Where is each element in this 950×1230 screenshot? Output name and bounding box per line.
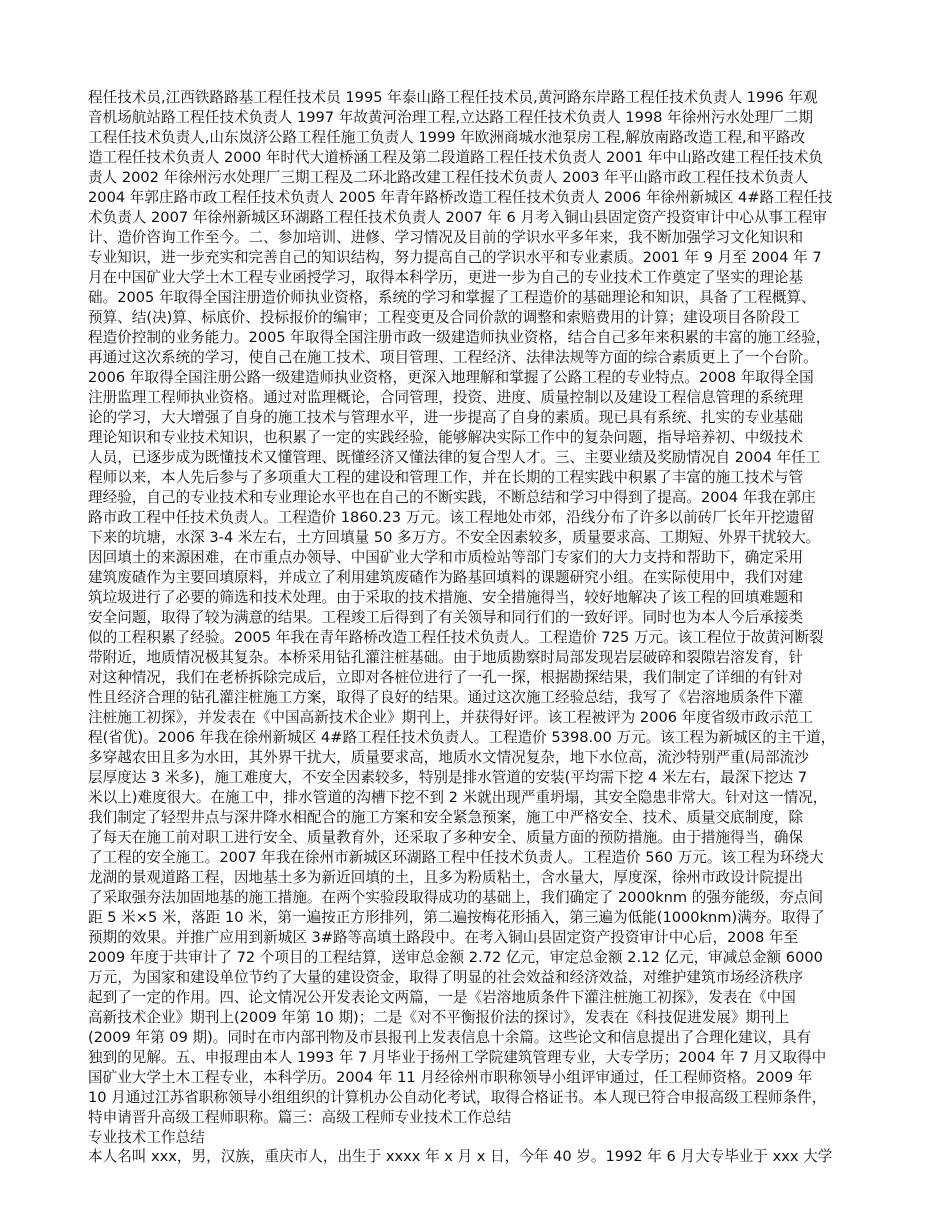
body-text-line: 程师以来，本人先后参与了多项重大工程的建设和管理工作，并在长期的工程实践中积累了丰富的施工技术与管	[88, 469, 804, 486]
body-text-line: 万元，为国家和建设单位节约了大量的建设资金，取得了明显的社会效益和经济效益，对维护建筑市场经济秩序	[88, 969, 804, 986]
body-text-line: 下来的坑塘，水深 3-4 米左右，土方回填量 50 多万方。不安全因素较多，质量要求高、工期短、外界干扰较大。	[88, 529, 821, 546]
body-text-line: 了采取强夯法加固地基的施工措施。在两个实验段取得成功的基础上，我们确定了 2000knm 的强夯能级，夯点间	[88, 889, 824, 906]
body-text-line: 论的学习，大大增强了自身的施工技术与管理水平，进一步提高了自身的素质。现已具有系统、扎实的专业基础	[88, 409, 804, 426]
body-text-line: 人员，已逐步成为既懂技术又懂管理、既懂经济又懂法律的复合型人才。三、主要业绩及奖励情况自 2004 年任工	[88, 449, 821, 466]
body-text-line: 高新技术企业》期刊上(2009 年第 10 期)；二是《对不平衡报价法的探讨》，发表在《科技促进发展》期刊上	[88, 1009, 790, 1026]
body-text-line: 2009 年度于共审计了 72 个项目的工程结算，送审总金额 2.72 亿元，审定总金额 2.12 亿元，审减总金额 6000	[88, 949, 823, 966]
body-text-line: 音机场航站路工程任技术负责人 1997 年故黄河治理工程,立达路工程任技术负责人 1998 年徐州污水处理厂二期	[88, 109, 814, 126]
body-text-line: 2004 年郭庄路市政工程任技术负责人 2005 年青年路桥改造工程任技术负责人 2006 年徐州新城区 4#路工程任技	[88, 189, 833, 206]
body-text-line: 再通过这次系统的学习，使自己在施工技术、项目管理、工程经济、法律法规等方面的综合素质更上了一个台阶。	[88, 349, 818, 366]
body-text-line: 建筑废碴作为主要回填原料，并成立了利用建筑废碴作为路基回填料的课题研究小组。在实际使用中，我们对建	[88, 569, 804, 586]
body-text-line: (2009 年第 09 期)。同时在市内部刊物及市县报刊上发表信息十余篇。这些论文和信息提出了合理化建议，具有	[88, 1029, 812, 1046]
body-text-line: 性且经济合理的钻孔灌注桩施工方案，取得了良好的结果。通过这次施工经验总结，我写了《岩溶地质条件下灌	[88, 689, 804, 706]
body-text-line: 程造价控制的业务能力。2005 年取得全国注册市政一级建造师执业资格，结合自己多年来积累的丰富的施工经验，	[88, 329, 831, 346]
body-text-line: 理经验，自己的专业技术和专业理论水平也在自己的不断实践，不断总结和学习中得到了提高。2004 年我在郭庄	[88, 489, 816, 506]
body-text-line: 特申请晋升高级工程师职称。篇三：高级工程师专业技术工作总结	[88, 1109, 512, 1126]
body-text-line: 了工程的安全施工。2007 年我在徐州市新城区环湖路工程中任技术负责人。工程造价 560 万元。该工程为环绕大	[88, 849, 824, 866]
body-text-line: 我们制定了轻型井点与深井降水相配合的施工方案和安全紧急预案，施工中严格安全、技术、质量交底制度，除	[88, 809, 804, 826]
body-text-line: 龙湖的景观道路工程，因地基土多为新近回填的土，且多为粉质粘土，含水量大，厚度深，徐州市政设计院提出	[88, 869, 804, 886]
body-text-line: 对这种情况，我们在老桥拆除完成后，立即对各桩位进行了一孔一探，根据勘探结果，我们制定了详细的有针对	[88, 669, 804, 686]
body-text-line: 程(省优)。2006 年我在徐州新城区 4#路工程任技术负责人。工程造价 5398.00 万元。该工程为新城区的主干道，	[88, 729, 836, 746]
body-text-line: 预期的效果。并推广应用到新城区 3#路等高填土路段中。在考入铜山县固定资产投资审计中心后，2008 年至	[88, 929, 799, 946]
body-text-line: 造工程任技术负责人 2000 年时代大道桥涵工程及第二段道路工程任技术负责人 2001 年中山路改建工程任技术负	[88, 149, 823, 166]
body-text-line: 注册监理工程师执业资格。通过对监理概论，合同管理，投资、进度、质量控制以及建设工程信息管理的系统理	[88, 389, 804, 406]
body-text-line: 注桩施工初探》，并发表在《中国高新技术企业》期刊上，并获得好评。该工程被评为 2006 年度省级市政示范工	[88, 709, 814, 726]
body-text-line: 国矿业大学土木工程专业，本科学历。2004 年 11 月经徐州市职称领导小组评审通过，任工程师资格。2009 年	[88, 1069, 813, 1086]
body-text-line: 似的工程积累了经验。2005 年我在青年路桥改造工程任技术负责人。工程造价 725 万元。该工程位于故黄河断裂	[88, 629, 824, 646]
body-text-line: 因回填土的来源困难，在市重点办领导、中国矿业大学和市质检站等部门专家们的大力支持和帮助下，确定采用	[88, 549, 804, 566]
body-text-line: 月在中国矿业大学土木工程专业函授学习，取得本科学历，更进一步为自己的专业技术工作奠定了坚实的理论基	[88, 269, 804, 286]
body-text-line: 距 5 米×5 米，落距 10 米，第一遍按正方形排列，第二遍按梅花形插入，第三遍为低能(1000knm)满夯。取得了	[88, 909, 825, 926]
body-text-line: 筑垃圾进行了必要的筛选和技术处理。由于采取的技术措施、安全措施得当，较好地解决了该工程的回填难题和	[88, 589, 804, 606]
section-heading: 专业技术工作总结	[88, 1129, 205, 1146]
body-text-line: 起到了一定的作用。四、论文情况公开发表论文两篇，一是《岩溶地质条件下灌注桩施工初探》，发表在《中国	[88, 989, 796, 1006]
body-text-line: 工程任技术负责人,山东岚济公路工程任施工负责人 1999 年欧洲商城水池泵房工程,解放南路改造工程,和平路改	[88, 129, 806, 146]
body-text-line: 层厚度达 3 米多)，施工难度大，不安全因素较多，特别是排水管道的安装(平均需下挖 4 米左右，最深下挖达 7	[88, 769, 808, 786]
body-text-line: 带附近，地质情况极其复杂。本桥采用钻孔灌注桩基础。由于地质勘察时局部发现岩层破碎和裂隙岩溶发育，针	[88, 649, 804, 666]
body-text-line: 10 月通过江苏省职称领导小组组织的计算机办公自动化考试，取得合格证书。本人现已符合申报高级工程师条件，	[88, 1089, 827, 1106]
body-text-line: 多穿越农田且多为水田，其外界干扰大，质量要求高，地质水文情况复杂，地下水位高，流沙特别严重(局部流沙	[88, 749, 809, 766]
body-text-line: 术负责人 2007 年徐州新城区环湖路工程任技术负责人 2007 年 6 月考入铜山县固定资产投资审计中心从事工程审	[88, 209, 827, 226]
body-text-line: 计、造价咨询工作至今。二、参加培训、进修、学习情况及目前的学识水平多年来，我不断加强学习文化知识和	[88, 229, 804, 246]
body-text-line: 独到的见解。五、申报理由本人 1993 年 7 月毕业于扬州工学院建筑管理专业，大专学历；2004 年 7 月又取得中	[88, 1049, 827, 1066]
body-text-line: 础。2005 年取得全国注册造价师执业资格，系统的学习和掌握了工程造价的基础理论和知识，具备了工程概算、	[88, 289, 816, 306]
body-text-line: 2006 年取得全国注册公路一级建造师执业资格，更深入地理解和掌握了公路工程的专业特点。2008 年取得全国	[88, 369, 814, 386]
body-text-line: 理论知识和专业技术知识，也积累了一定的实践经验，能够解决实际工作中的复杂问题，指导培养初、中级技术	[88, 429, 804, 446]
body-text-line: 米以上)难度很大。在施工中，排水管道的沟槽下挖不到 2 米就出现严重坍塌，其安全隐患非常大。针对这一情况，	[88, 789, 828, 806]
document-body	[88, 88, 868, 1128]
body-text-line: 程任技术员,江西铁路路基工程任技术员 1995 年泰山路工程任技术员,黄河路东岸路工程任技术负责人 1996 年观	[88, 89, 818, 106]
intro-line: 本人名叫 xxx，男，汉族，重庆市人，出生于 xxxx 年 x 月 x 日，今年 40 岁。1992 年 6 月大专毕业于 xxx 大学	[88, 1148, 833, 1165]
document-page	[88, 88, 868, 1166]
body-text-line: 专业知识，进一步充实和完善自己的知识结构，努力提高自己的学识水平和专业素质。2001 年 9 月至 2004 年 7	[88, 249, 822, 266]
body-text-line: 了每天在施工前对职工进行安全、质量教育外，还采取了多种安全、质量方面的预防措施。由于措施得当，确保	[88, 829, 804, 846]
body-text-line: 预算、结(决)算、标底价、投标报价的编审；工程变更及合同价款的调整和索赔费用的计算；建设项目各阶段工	[88, 309, 800, 326]
body-text-line: 路市政工程中任技术负责人。工程造价 1860.23 万元。该工程地处市郊，沿线分布了许多以前砖厂长年开挖遗留	[88, 509, 815, 526]
body-text-line: 安全问题，取得了较为满意的结果。工程竣工后得到了有关领导和同行们的一致好评。同时也为本人今后承接类	[88, 609, 804, 626]
document-tail	[88, 1128, 868, 1166]
body-text-line: 责人 2002 年徐州污水处理厂三期工程及二环北路改建工程任技术负责人 2003 年平山路市政工程任技术负责人	[88, 169, 809, 186]
